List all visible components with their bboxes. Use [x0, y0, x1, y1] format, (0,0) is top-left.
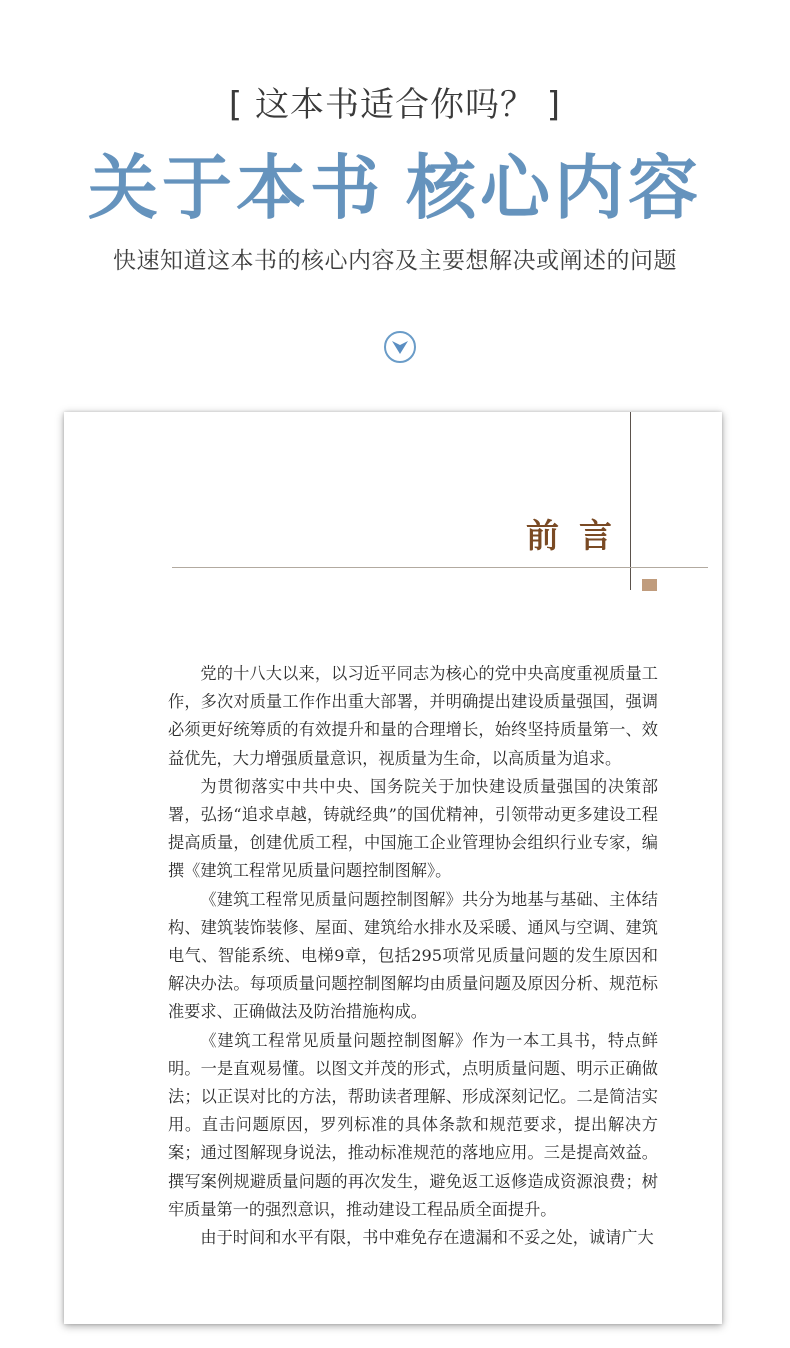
vertical-divider [630, 412, 631, 590]
chevron-down-icon [390, 338, 410, 356]
book-page-preview [64, 412, 722, 1324]
paragraph: 由于时间和水平有限，书中难免存在遗漏和不妥之处，诚请广大 [200, 1228, 654, 1248]
preface-body [168, 660, 658, 1252]
main-title-part-2: 核心内容 [406, 146, 702, 229]
section-description: 快速知道这本书的核心内容及主要想解决或阐述的问题 [113, 248, 677, 274]
preface-title: 前言 [526, 516, 632, 555]
decorative-square [642, 579, 657, 591]
horizontal-divider [172, 567, 708, 568]
paragraph: 党的十八大以来，以习近平同志为核心的党中央高度重视质量工作，多次对质量工作作出重大部署，并明确提出建设质量强国，强调必须更好统筹质的有效提升和量的合理增长，始终坚持质量第一、效益优先，大力增强质量意识，视质量为生命，以高质量为追求。 [168, 664, 658, 768]
main-title [0, 146, 790, 230]
section-question-heading: [ 这本书适合你吗？ ] [228, 85, 562, 125]
paragraph: 为贯彻落实中共中央、国务院关于加快建设质量强国的决策部署，弘扬“追求卓越，铸就经典”的国优精神，引领带动更多建设工程提高质量，创建优质工程，中国施工企业管理协会组织行业专家，编撰《建筑工程常见质量问题控制图解》。 [168, 776, 658, 881]
paragraph: 《建筑工程常见质量问题控制图解》作为一本工具书，特点鲜明。一是直观易懂。以图文并茂的形式，点明质量问题、明示正确做法；以正误对比的方法，帮助读者理解、形成深刻记忆。二是简洁实用。直击问题原因，罗列标准的具体条款和规范要求，提出解决方案；通过图解现身说法，推动标准规范的落地应用。三是提高效益。撰写案例规避质量问题的再次发生，避免返工返修造成资源浪费；树牢质量第一的强烈意识，推动建设工程品质全面提升。 [168, 1030, 658, 1219]
paragraph: 《建筑工程常见质量问题控制图解》共分为地基与基础、主体结构、建筑装饰装修、屋面、建筑给水排水及采暖、通风与空调、建筑电气、智能系统、电梯9章，包括295项常见质量问题的发生原因和解决办法。每项质量问题控制图解均由质量问题及原因分析、规范标准要求、正确做法及防治措施构成。 [168, 889, 658, 1022]
scroll-down-button[interactable] [384, 331, 416, 363]
main-title-part-1: 关于本书 [88, 146, 384, 229]
